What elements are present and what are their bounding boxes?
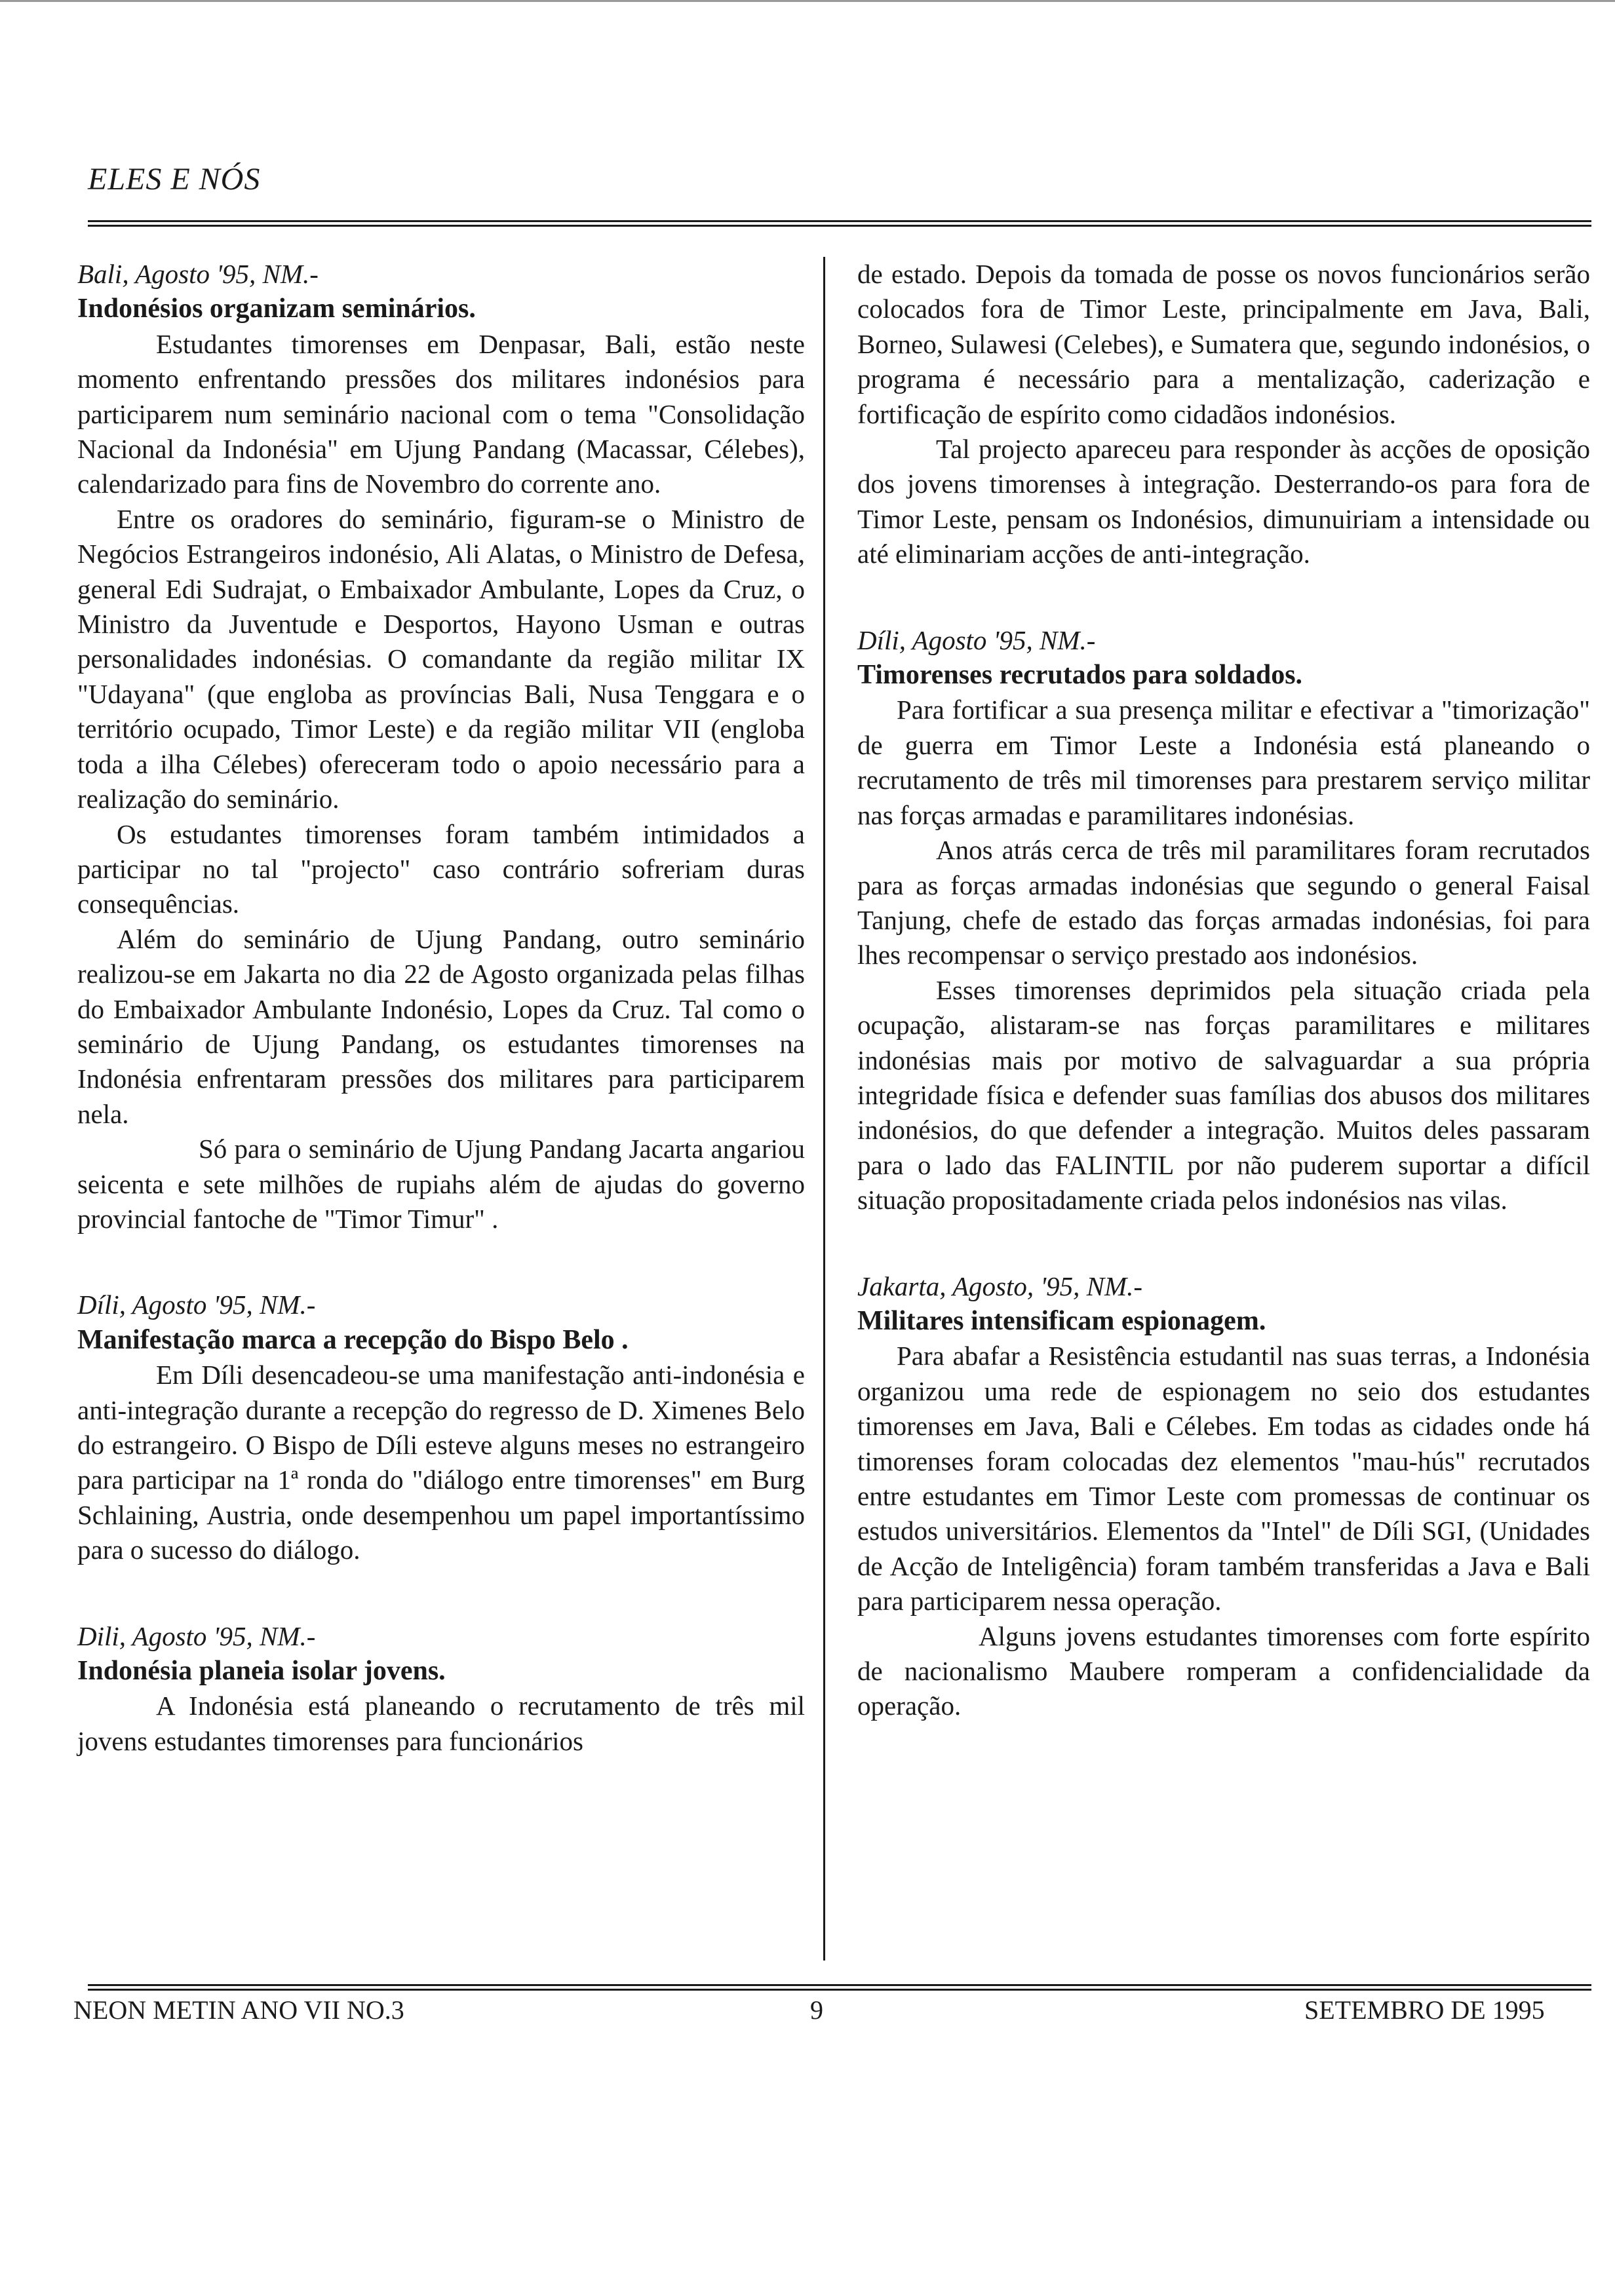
article-paragraph: A Indonésia está planeando o recrutamento de três mil jovens estudantes timorenses para funcionários: [77, 1691, 805, 1756]
article-dateline: Dili, Agosto '95, NM.-: [77, 1620, 316, 1651]
article-soldier-recruitment: [857, 623, 1590, 1218]
article-paragraph: Esses timorenses deprimidos pela situação criada pela ocupação, alistaram-se nas forças paramilitares e militares indonésias mais por motivo de salvaguardar a sua própria integridade física e defender suas famílias dos abusos dos militares indonésios, do que defender a integração. Muitos deles passaram para o lado das FALINTIL por não puderem suportar a difícil situação propositadamente criada pelos indonésios nas vilas.: [857, 974, 1590, 1215]
article-paragraph: Anos atrás cerca de três mil paramilitares foram recrutados para as forças armadas indonésias que segundo o general Faisal Tanjung, chefe de estado das forças armadas indonésias, foi para lhes recompensar o serviço prestado aos indonésios.: [857, 835, 1590, 970]
article-headline: Militares intensificam espionagem.: [857, 1305, 1266, 1336]
article-paragraph: Tal projecto apareceu para responder às acções de oposição dos jovens timorenses à integração. Desterrando-os para fora de Timor Leste, pensam os Indonésios, dimunuiriam a intensidade ou até eliminariam acções de anti-integração.: [857, 434, 1590, 569]
article-continuation: de estado. Depois da tomada de posse os novos funcionários serão colocados fora de Timor Leste, principalmente em Java, Bali, Borneo, Sulawesi (Celebes), e Sumatera que, segundo indonésios, o programa é necessário para a mentalização, caderização e fortificação de espírito como cidadãos indonésios.: [857, 259, 1590, 429]
article-headline: Indonésia planeia isolar jovens.: [77, 1656, 446, 1687]
left-column: [77, 257, 805, 1759]
article-bishop-belo: [77, 1288, 805, 1567]
article-espionage: [857, 1269, 1590, 1724]
article-headline: Indonésios organizam seminários.: [77, 294, 476, 324]
article-paragraph: Alguns jovens estudantes timorenses com forte espírito de nacionalismo Maubere romperam a confidencialidade da operação.: [857, 1620, 1590, 1721]
article-isolate-youth-continued: [857, 257, 1590, 572]
article-paragraph: Entre os oradores do seminário, figuram-se o Ministro de Negócios Estrangeiros indonésio, Ali Alatas, o Ministro de Defesa, general Edi Sudrajat, o Embaixador Ambulante, Lopes da Cruz, o Ministro da Juventude e Desportos, Hayono Usman e outras personalidades indonésias. O comandante da região militar IX "Udayana" (que engloba as províncias Bali, Nusa Tenggara e o território ocupado, Timor Leste) e da região militar VII (engloba toda a ilha Célebes) ofereceram todo o apoio necessário para a realização do seminário.: [77, 503, 805, 814]
article-paragraph: Além do seminário de Ujung Pandang, outro seminário realizou-se em Jakarta no dia 22 de Agosto organizada pelas filhas do Embaixador Ambulante Indonésio, Lopes da Cruz. Tal como o seminário de Ujung Pandang, os estudantes timorenses na Indonésia enfrentaram pressões dos militares para participarem nela.: [77, 923, 805, 1129]
article-paragraph: Para abafar a Resistência estudantil nas suas terras, a Indonésia organizou uma rede de espionagem no seio dos estudantes timorenses em Java, Bali e Célebes. Em todas as cidades onde há timorenses foram colocadas dez elementos "mau-hús" recrutados entre estudantes em Timor Leste com promessas de continuar os estudos universitários. Elementos da "Intel" de Díli SGI, (Unidades de Acção de Inteligência) foram também transferidas a Java e Bali para participarem nessa operação.: [857, 1341, 1590, 1617]
header-divider: [88, 220, 1591, 227]
top-edge-rule: [0, 0, 1615, 2]
article-dateline: Jakarta, Agosto, '95, NM.-: [857, 1271, 1143, 1301]
footer-divider: [88, 1984, 1591, 1991]
right-column: [857, 257, 1590, 1724]
column-divider: [823, 257, 825, 1961]
article-dateline: Díli, Agosto '95, NM.-: [77, 1290, 316, 1320]
article-isolate-youth: [77, 1619, 805, 1759]
article-paragraph: Só para o seminário de Ujung Pandang Jacarta angariou seicenta e sete milhões de rupiahs além de ajudas do governo provincial fantoche de "Timor Timur" .: [77, 1134, 805, 1234]
article-bali-seminars: [77, 257, 805, 1236]
article-paragraph: Estudantes timorenses em Denpasar, Bali, estão neste momento enfrentando pressões dos militares indonésios para participarem num seminário nacional com o tema "Consolidação Nacional da Indonésia" em Ujung Pandang (Macassar, Célebes), calendarizado para fins de Novembro do corrente ano.: [77, 328, 805, 499]
article-dateline: Bali, Agosto '95, NM.-: [77, 259, 319, 289]
page-number: 9: [810, 1995, 823, 2025]
article-headline: Manifestação marca a recepção do Bispo Belo .: [77, 1324, 629, 1355]
article-dateline: Díli, Agosto '95, NM.-: [857, 624, 1096, 655]
article-paragraph: Os estudantes timorenses foram também intimidados a participar no tal "projecto" caso contrário sofreriam duras consequências.: [77, 818, 805, 919]
section-title: ELES E NÓS: [88, 162, 261, 197]
article-paragraph: Em Díli desencadeou-se uma manifestação anti-indonésia e anti-integração durante a recepção do regresso de D. Ximenes Belo do estrangeiro. O Bispo de Díli esteve alguns meses no estrangeiro para participar na 1ª ronda do "diálogo entre timorenses" em Burg Schlaining, Austria, onde desempenhou um papel importantíssimo para o sucesso do diálogo.: [77, 1360, 805, 1565]
article-headline: Timorenses recrutados para soldados.: [857, 660, 1303, 691]
footer-date: SETEMBRO DE 1995: [1304, 1995, 1545, 2025]
article-paragraph: Para fortificar a sua presença militar e efectivar a "timorização" de guerra em Timor Leste a Indonésia está planeando o recrutamento de três mil timorenses para prestarem serviço militar nas forças armadas e paramilitares indonésias.: [857, 695, 1590, 830]
footer-publication: NEON METIN ANO VII NO.3: [73, 1995, 404, 2025]
